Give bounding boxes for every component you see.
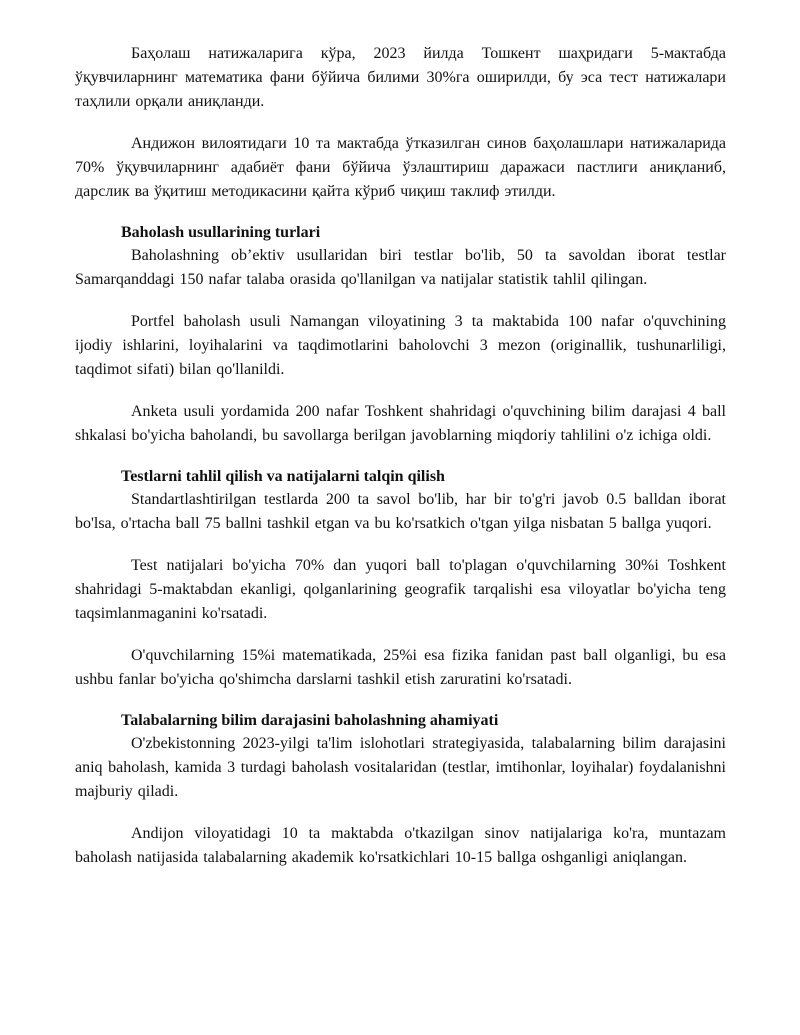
paragraph-standardized-tests: Standartlashtirilgan testlarda 200 ta savol bo'lib, har bir to'g'ri javob 0.5 balldan iborat bo'lsa, o'rtacha ball 75 ballni tashkil etgan va bu ko'rsatkich o'tgan yilga nisbatan 5 ballga yuqori.: [75, 491, 726, 532]
section-heading-importance: Talabalarning bilim darajasini baholashning ahamiyati: [121, 712, 499, 729]
section-heading-test-analysis: Testlarni tahlil qilish va natijalarni talqin qilish: [121, 468, 445, 485]
paragraph-test-results-distribution: Test natijalari bo'yicha 70% dan yuqori ball to'plagan o'quvchilarning 30%i Toshkent shahridagi 5-maktabdan ekanligi, qolganlarining geografik tarqalishi esa viloyatlar bo'yicha teng taqsimlanmaganini ko'rsatadi.: [75, 557, 726, 622]
paragraph-reform-strategy: O'zbekistonning 2023-yilgi ta'lim islohotlari strategiyasida, talabalarning bilim darajasini aniq baholash, kamida 3 turdagi baholash vositalaridan (testlar, imtihonlar, loyihalar) foydalanishni majburiy qiladi.: [75, 735, 726, 800]
paragraph-intro-2: Андижон вилоятидаги 10 та мактабда ўтказилган синов баҳолашлари натижаларида 70% ўқувчиларнинг адабиёт фани бўйича ўзлаштириш даражаси пастлиги аниқланиб, дарслик ва ўқитиш методикасини қайта кўриб чиқиш таклиф этилди.: [75, 135, 726, 200]
paragraph-andijan-results: Andijon viloyatidagi 10 ta maktabda o'tkazilgan sinov natijalariga ko'ra, muntazam baholash natijasida talabalarning akademik ko'rsatkichlari 10-15 ballga oshganligi aniqlangan.: [75, 825, 726, 866]
section-heading-assessment-types: Baholash usullarining turlari: [121, 224, 321, 241]
paragraph-low-scores: O'quvchilarning 15%i matematikada, 25%i esa fizika fanidan past ball olganligi, bu esa ushbu fanlar bo'yicha qo'shimcha darslarni tashkil etish zaruratini ko'rsatadi.: [75, 647, 726, 688]
paragraph-intro-1: Баҳолаш натижаларига кўра, 2023 йилда Тошкент шаҳридаги 5-мактабда ўқувчиларнинг математика фани бўйича билими 30%га оширилди, бу эса тест натижалари таҳлили орқали аниқланди.: [75, 45, 726, 110]
paragraph-portfolio-method: Portfel baholash usuli Namangan viloyatining 3 ta maktabida 100 nafar o'quvchining ijodiy ishlarini, loyihalarini va taqdimotlarini baholovchi 3 mezon (originallik, tushunarliligi, taqdimot sifati) bilan qo'llanildi.: [75, 313, 726, 378]
document-body: [75, 42, 726, 888]
paragraph-tests-method: Baholashning ob’ektiv usullaridan biri testlar bo'lib, 50 ta savoldan iborat testlar Samarqanddagi 150 nafar talaba orasida qo'llanilgan va natijalar statistik tahlil qilingan.: [75, 247, 726, 288]
paragraph-survey-method: Anketa usuli yordamida 200 nafar Toshkent shahridagi o'quvchining bilim darajasi 4 ball shkalasi bo'yicha baholandi, bu savollarga berilgan javoblarning miqdoriy tahlilini o'z ichiga oldi.: [75, 403, 726, 444]
